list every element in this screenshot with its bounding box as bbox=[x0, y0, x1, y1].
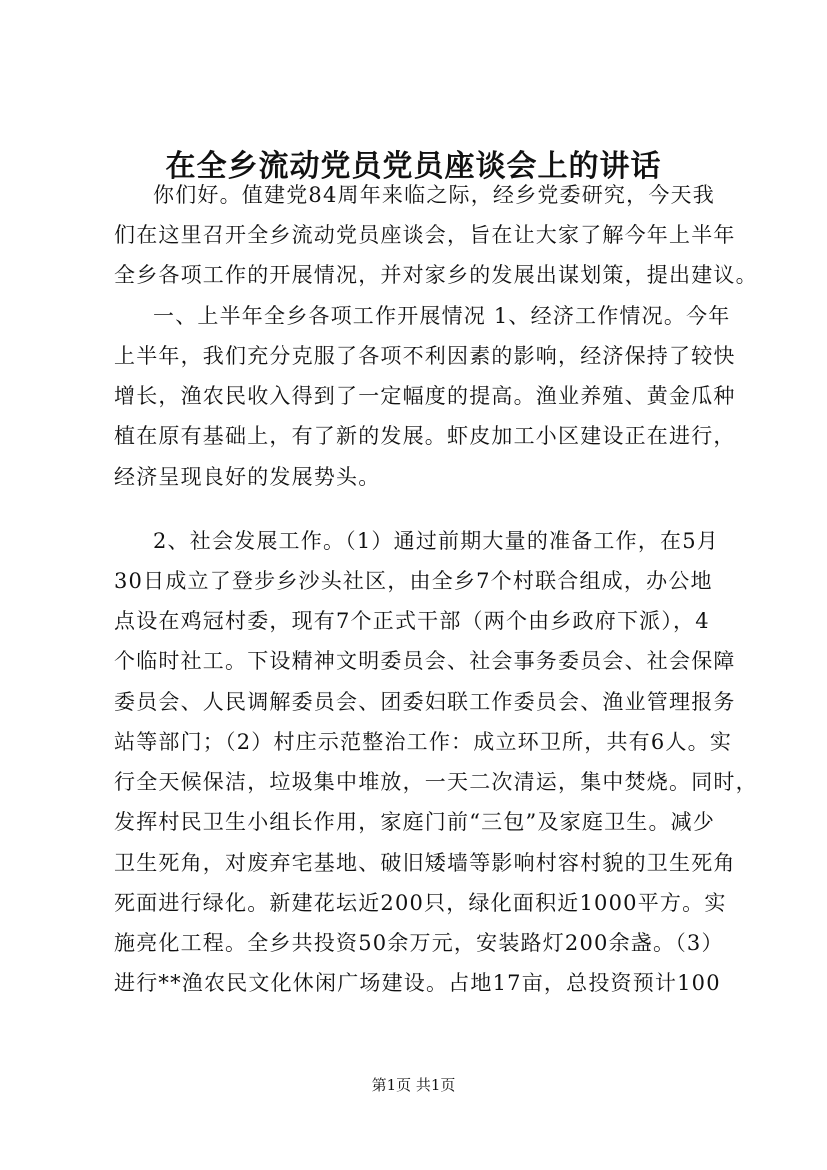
body-line-12: 个临时社工。下设精神文明委员会、社会事务委员会、社会保障 bbox=[114, 649, 736, 673]
body-line-2: 们在这里召开全乡流动党员座谈会，旨在让大家了解今年上半年 bbox=[114, 223, 736, 247]
body-line-11: 点设在鸡冠村委，现有7个正式干部（两个由乡政府下派），4 bbox=[114, 609, 710, 633]
body-line-10: 30日成立了登步乡沙头社区，由全乡7个村联合组成，办公地 bbox=[114, 569, 713, 593]
body-line-18: 死面进行绿化。新建花坛近200只，绿化面积近1000平方。实 bbox=[114, 891, 727, 915]
body-line-6: 增长，渔农民收入得到了一定幅度的提高。渔业养殖、黄金瓜种 bbox=[114, 384, 736, 408]
body-line-13: 委员会、人民调解委员会、团委妇联工作委员会、渔业管理报务 bbox=[114, 690, 736, 714]
document-title: 在全乡流动党员党员座谈会上的讲话 bbox=[165, 149, 662, 184]
body-line-9: 2、社会发展工作。（1）通过前期大量的准备工作，在5月 bbox=[153, 529, 719, 553]
page-footer: 第1页 共1页 bbox=[371, 1076, 456, 1094]
body-line-8: 经济呈现良好的发展势头。 bbox=[114, 465, 381, 489]
body-line-20: 进行**渔农民文化休闲广场建设。占地17亩，总投资预计100 bbox=[114, 971, 721, 995]
body-line-16: 发挥村民卫生小组长作用，家庭门前“三包”及家庭卫生。减少 bbox=[114, 810, 716, 834]
body-line-4: 一、上半年全乡各项工作开展情况 1、经济工作情况。今年 bbox=[153, 304, 731, 328]
body-line-14: 站等部门；（2）村庄示范整治工作：成立环卫所，共有6人。实 bbox=[114, 730, 733, 754]
body-line-7: 植在原有基础上，有了新的发展。虾皮加工小区建设正在进行， bbox=[114, 424, 736, 448]
body-line-15: 行全天候保洁，垃圾集中堆放，一天二次清运，集中焚烧。同时， bbox=[114, 770, 758, 794]
body-line-17: 卫生死角，对废弃宅基地、破旧矮墙等影响村容村貌的卫生死角 bbox=[114, 851, 736, 875]
body-line-1: 你们好。值建党84周年来临之际，经乡党委研究，今天我 bbox=[153, 183, 715, 207]
body-line-19: 施亮化工程。全乡共投资50余万元，安装路灯200余盏。（3） bbox=[114, 931, 724, 955]
body-line-5: 上半年，我们充分克服了各项不利因素的影响，经济保持了较快 bbox=[114, 344, 736, 368]
body-line-3: 全乡各项工作的开展情况，并对家乡的发展出谋划策，提出建议。 bbox=[114, 263, 758, 287]
